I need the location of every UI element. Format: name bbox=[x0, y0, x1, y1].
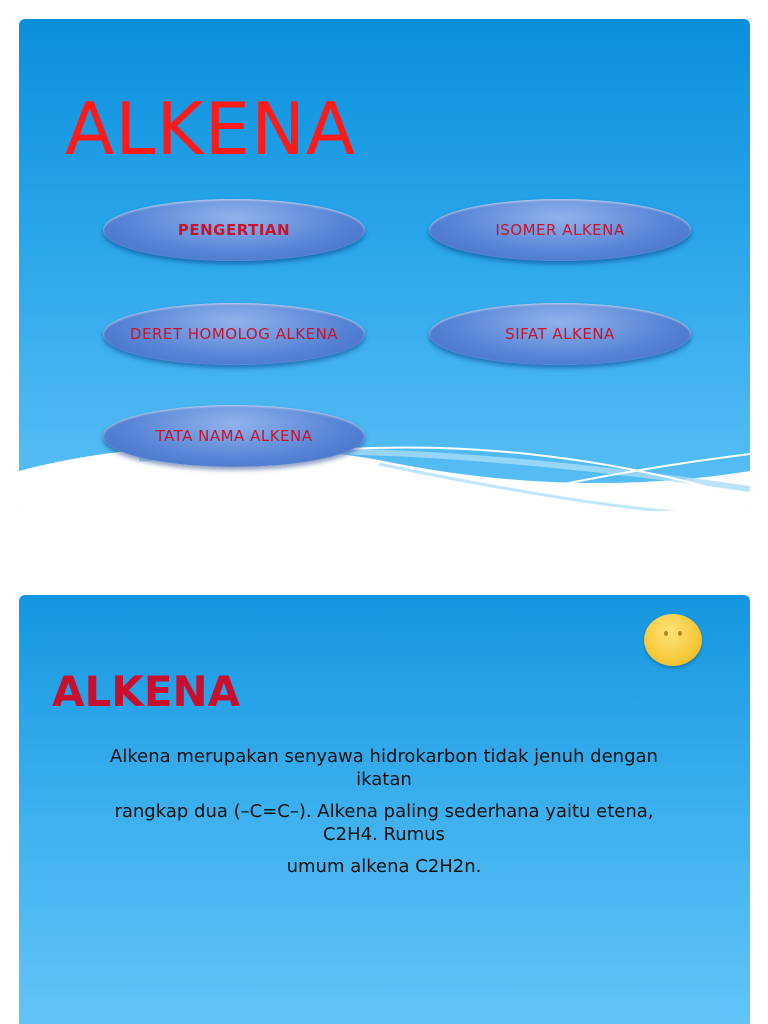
smiley-left-eye bbox=[664, 631, 668, 636]
smiley-right-eye bbox=[678, 631, 682, 636]
slide-2 bbox=[19, 595, 750, 1024]
slide-2-title: ALKENA bbox=[52, 667, 241, 716]
body-paragraph-1: Alkena merupakan senyawa hidrokarbon tidak jenuh dengan ikatan bbox=[110, 746, 658, 791]
tata-nama-label: TATA NAMA ALKENA bbox=[155, 426, 313, 445]
slide-2-body bbox=[99, 745, 669, 887]
deret-homolog-button[interactable] bbox=[103, 303, 365, 365]
tata-nama-button[interactable] bbox=[103, 405, 365, 467]
slide-1 bbox=[19, 19, 750, 511]
isomer-alkena-label: ISOMER ALKENA bbox=[495, 220, 625, 239]
isomer-alkena-button[interactable] bbox=[429, 199, 691, 261]
body-paragraph-3: umum alkena C2H2n. bbox=[286, 856, 482, 878]
pengertian-label: PENGERTIAN bbox=[177, 220, 291, 239]
smiley-face-icon bbox=[644, 614, 702, 666]
sifat-alkena-button[interactable] bbox=[429, 303, 691, 365]
body-paragraph-2: rangkap dua (–C=C–). Alkena paling sederhana yaitu etena, C2H4. Rumus bbox=[114, 801, 654, 846]
deret-homolog-label: DERET HOMOLOG ALKENA bbox=[129, 324, 339, 343]
slide-title: ALKENA bbox=[65, 87, 357, 171]
sifat-alkena-label: SIFAT ALKENA bbox=[505, 324, 615, 343]
pengertian-button[interactable] bbox=[103, 199, 365, 261]
